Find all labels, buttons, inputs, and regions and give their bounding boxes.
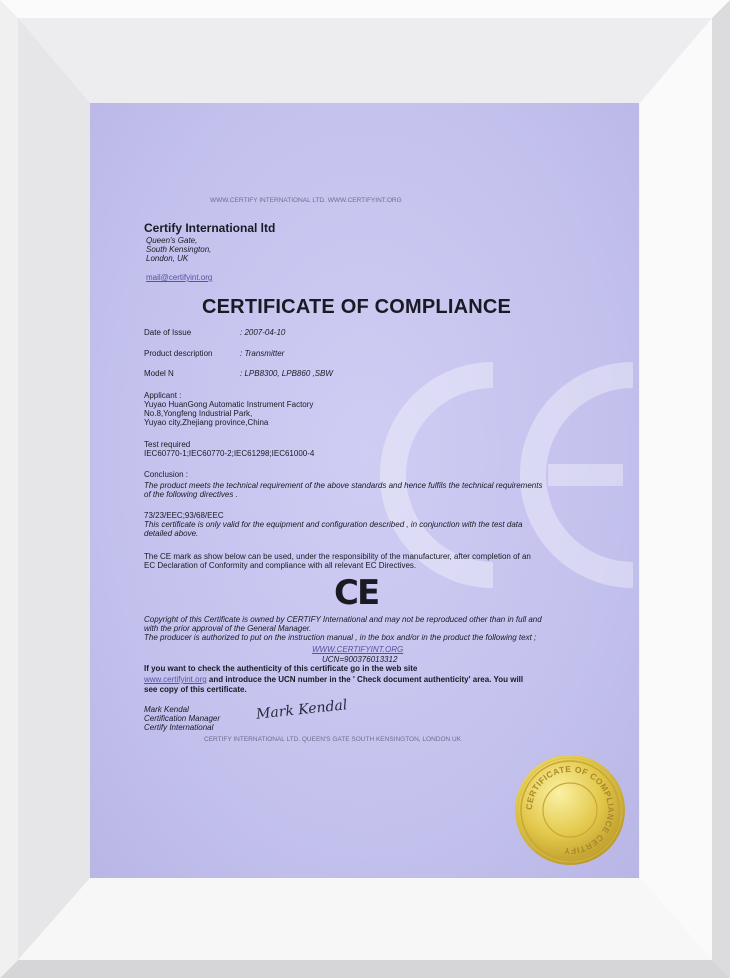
ucn-number: UCN=900376013312 — [322, 655, 398, 664]
company-name: Certify International ltd — [144, 221, 276, 235]
ce-paragraph-line-1: The CE mark as show below can be used, under the responsibility of the manufacturer, after completion of an — [144, 552, 531, 561]
model-label: Model N — [144, 369, 174, 378]
ce-paragraph-line-2: EC Declaration of Conformity and compliance with all relevant EC Directives. — [144, 561, 417, 570]
date-label: Date of Issue — [144, 328, 192, 337]
applicant-label: Applicant : — [144, 391, 182, 400]
copyright-line-3: The producer is authorized to put on the instruction manual , in the box and/or in the product the following text ; — [144, 633, 537, 642]
certificate-title: CERTIFICATE OF COMPLIANCE — [202, 296, 512, 318]
applicant-line-2: No.8,Yongfeng Industrial Park, — [144, 409, 253, 418]
conclusion-line-2: of the following directives . — [144, 490, 238, 499]
test-value: IEC60770-1;IEC60770-2;IEC61298;IEC61000-4 — [144, 449, 315, 458]
signatory-name: Mark Kendal — [144, 705, 189, 714]
address-line-2: South Kensington, — [146, 245, 212, 254]
conclusion-label: Conclusion : — [144, 470, 189, 479]
test-label: Test required — [144, 440, 191, 449]
address-line-1: Queen's Gate, — [146, 236, 198, 245]
validity-line-1: This certificate is only valid for the equipment and configuration described , in conjunction with the test data — [144, 520, 523, 529]
signatory-role: Certification Manager — [144, 714, 221, 723]
applicant-line-3: Yuyao city,Zhejiang province,China — [144, 418, 269, 427]
authenticity-line-1: If you want to check the authenticity of this certificate go in the web site — [144, 664, 418, 673]
signatory-org: Certify International — [144, 723, 214, 732]
authenticity-line-2 — [144, 675, 523, 684]
copyright-line-2: with the prior approval of the General Manager. — [144, 624, 312, 633]
copyright-line-1: Copyright of this Certificate is owned by CERTIFY International and may not be reproduced other than in full and — [144, 615, 542, 624]
address-line-3: London, UK — [146, 254, 189, 263]
authenticity-line-3: see copy of this certificate. — [144, 685, 247, 694]
website-url[interactable]: WWW.CERTIFYINT.ORG — [312, 645, 404, 654]
gold-seal — [514, 754, 626, 866]
validity-line-2: detailed above. — [144, 529, 199, 538]
handwritten-signature: Mark Kendal — [255, 697, 349, 723]
ce-mark: CE — [334, 573, 379, 613]
email-link[interactable]: mail@certifyint.org — [146, 273, 213, 282]
footer-microtext: CERTIFY INTERNATIONAL LTD. QUEEN'S GATE SOUTH KENSINGTON, LONDON UK — [204, 736, 462, 743]
authenticity-link[interactable]: www.certifyint.org — [144, 675, 207, 684]
authenticity-line-2-text: and introduce the UCN number in the ' Check document authenticity' area. You will — [206, 675, 524, 684]
date-value: : 2007-04-10 — [240, 328, 286, 337]
conclusion-line-1: The product meets the technical requirement of the above standards and hence fulfils the technical requirements — [144, 481, 543, 490]
product-label: Product description — [144, 349, 213, 358]
applicant-line-1: Yuyao HuanGong Automatic Instrument Factory — [144, 400, 314, 409]
directives-value: 73/23/EEC;93/68/EEC — [144, 511, 224, 520]
model-value: : LPB8300, LPB860 ,SBW — [240, 369, 333, 378]
product-value: : Transmitter — [240, 349, 285, 358]
top-microtext: WWW.CERTIFY INTERNATIONAL LTD. WWW.CERTIFYINT.ORG — [210, 197, 402, 204]
seal-text: CERTIFICATE OF COMPLIANCE CERTIFY — [523, 763, 617, 857]
